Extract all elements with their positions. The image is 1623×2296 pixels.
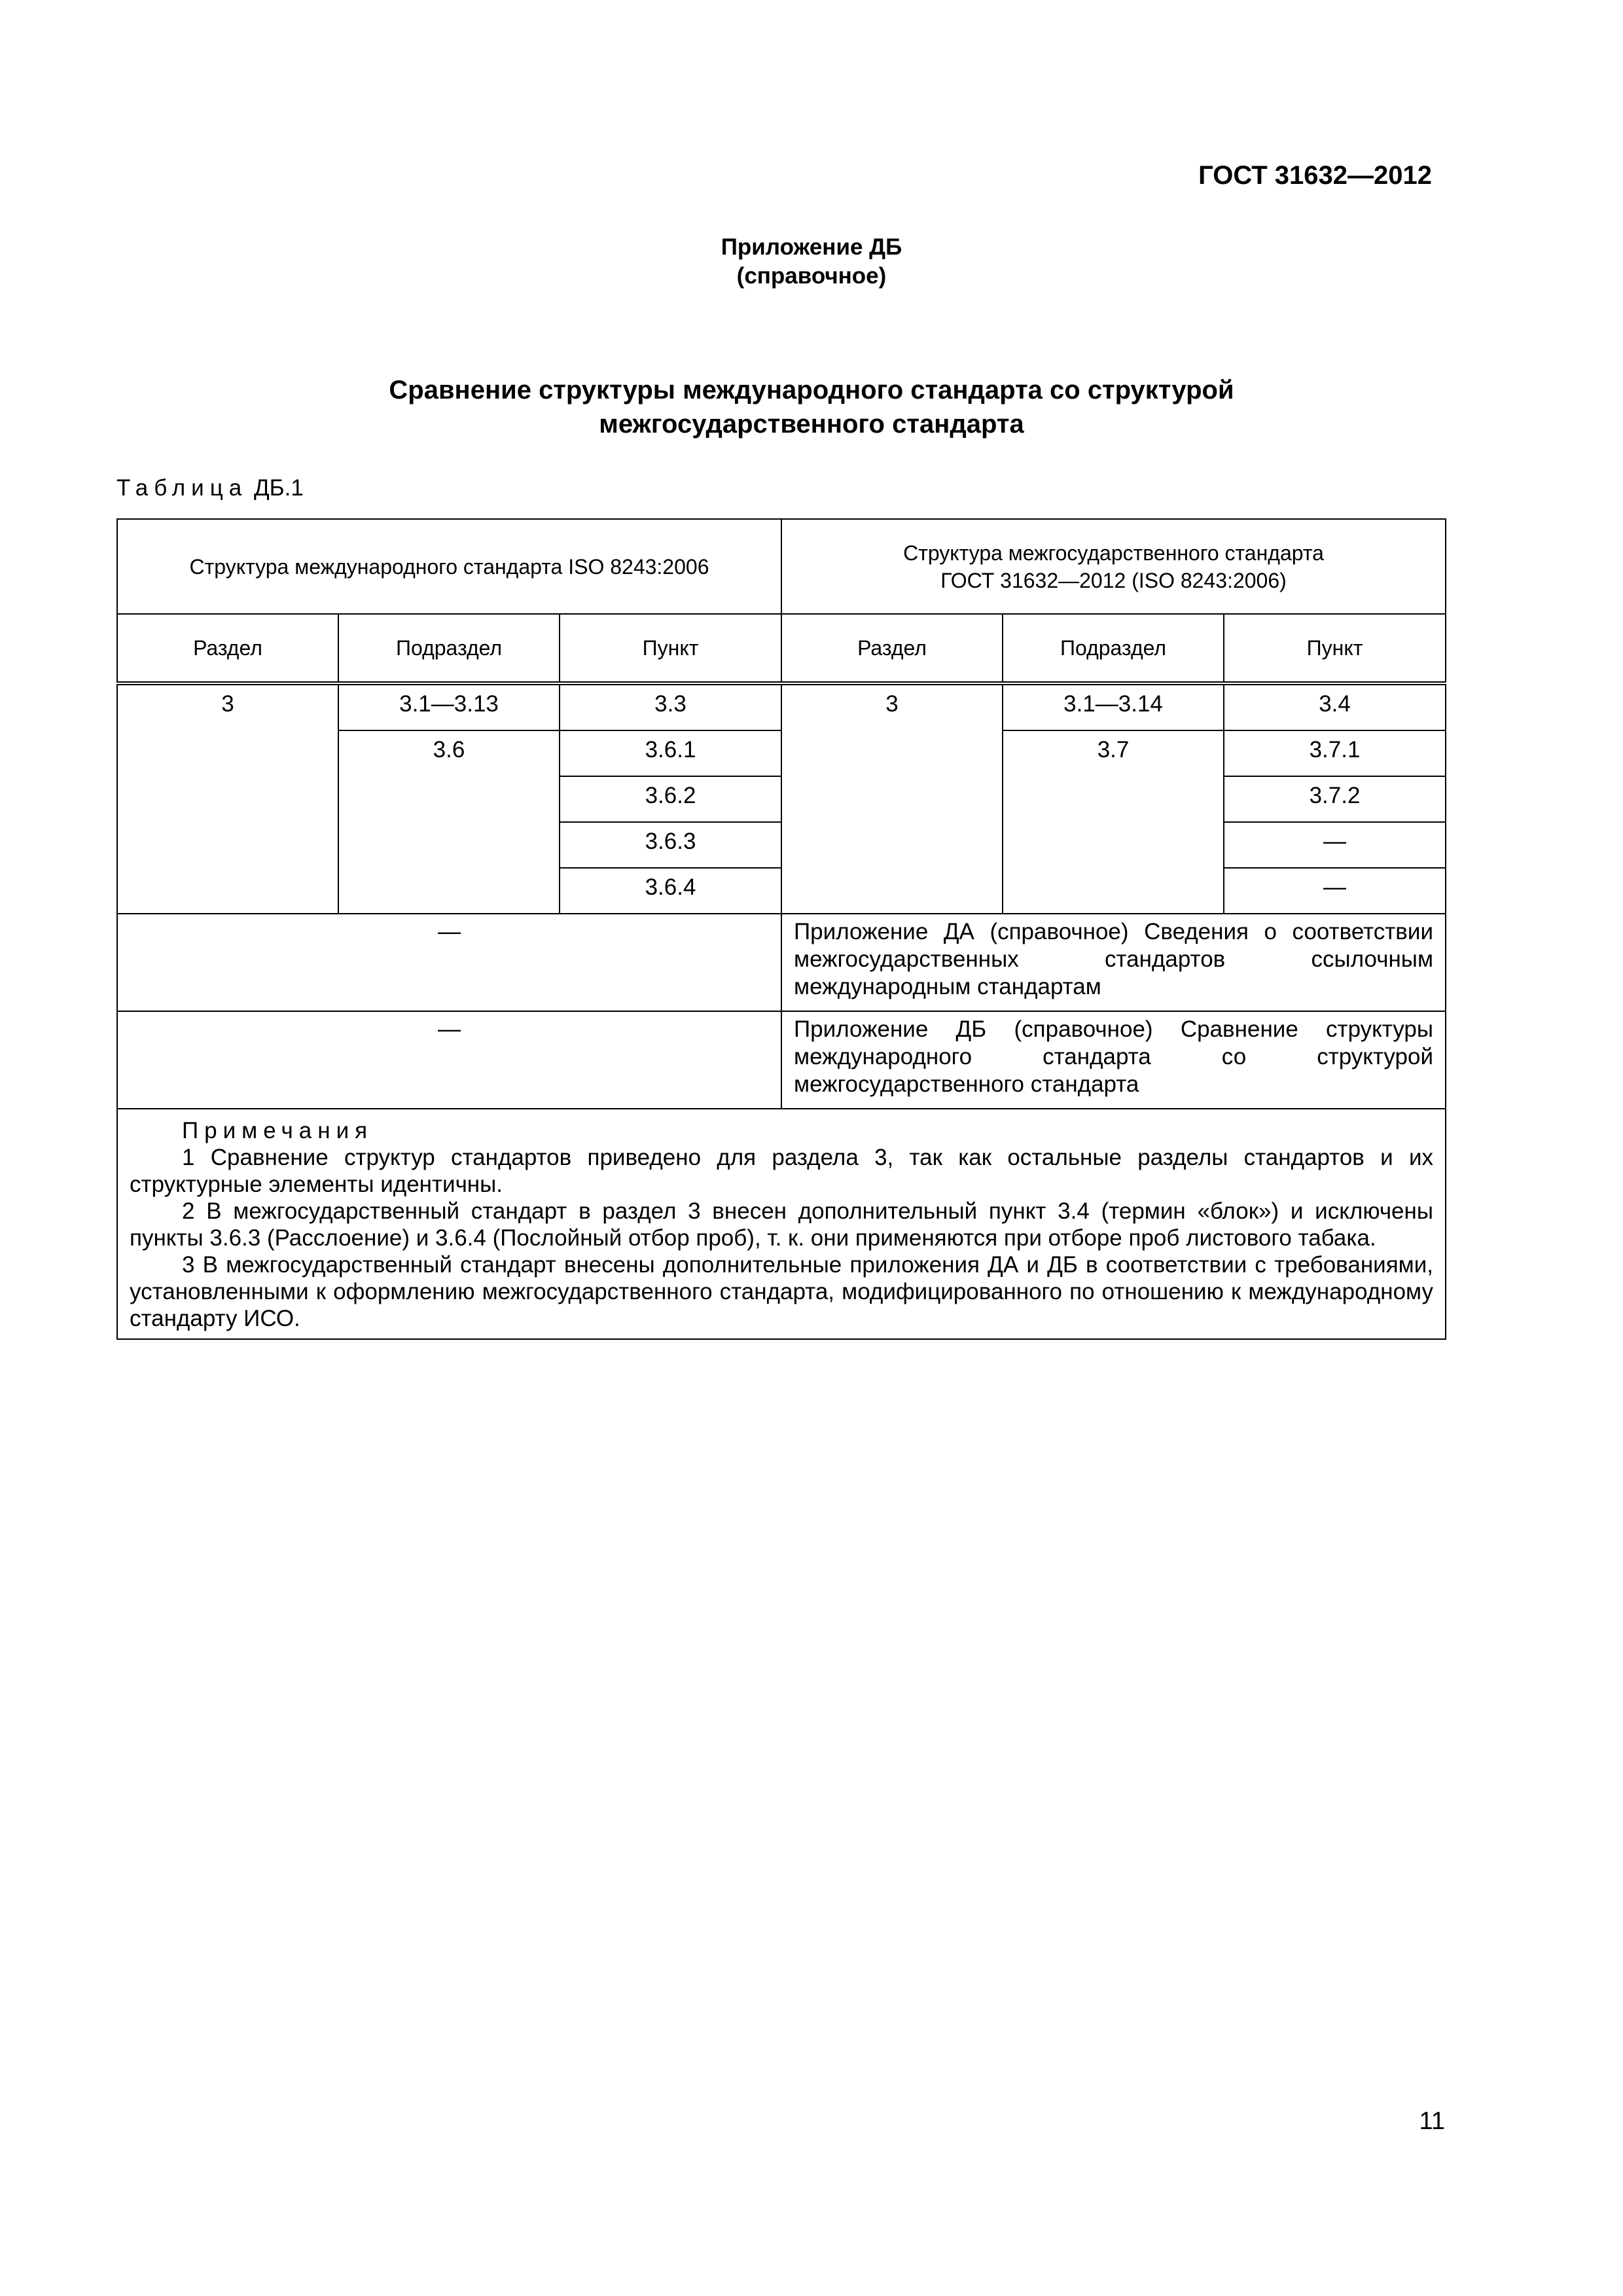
right-section-cell: 3	[781, 683, 1003, 914]
right-subsection-cell: 3.7	[1003, 730, 1224, 914]
table-caption	[116, 474, 304, 503]
note-item: 1 Сравнение структур стандартов приведено для раздела 3, так как остальные разделы стандартов и их структурные элементы идентичны.	[130, 1145, 1434, 1197]
appendix-left-cell: —	[117, 1011, 781, 1109]
left-section-cell: 3	[117, 683, 338, 914]
col-header-section: Раздел	[117, 614, 338, 683]
right-item-cell: —	[1224, 822, 1446, 868]
left-subsection-cell: 3.1—3.13	[338, 683, 560, 730]
left-item-cell: 3.6.2	[560, 776, 781, 822]
appendix-right-cell: Приложение ДА (справочное) Сведения о соответствии межгосударственных стандартов ссылочным международным стандартам	[781, 914, 1446, 1011]
header-international: Структура международного стандарта ISO 8243:2006	[117, 519, 781, 614]
notes-row	[117, 1109, 1446, 1339]
col-header-item: Пункт	[560, 614, 781, 683]
standard-number: ГОСТ 31632—2012	[1198, 161, 1432, 190]
right-subsection-cell: 3.1—3.14	[1003, 683, 1224, 730]
left-item-cell: 3.6.3	[560, 822, 781, 868]
comparison-table	[116, 518, 1446, 1340]
right-item-cell: 3.7.1	[1224, 730, 1446, 776]
annex-kind: (справочное)	[736, 263, 887, 289]
table-row	[117, 683, 1446, 730]
table-caption-number: ДБ.1	[253, 475, 304, 501]
title-line-1: Сравнение структуры международного стандарта со структурой	[389, 376, 1234, 404]
left-item-cell: 3.6.4	[560, 868, 781, 914]
table-header-row	[117, 519, 1446, 614]
left-subsection-cell: 3.6	[338, 730, 560, 914]
left-item-cell: 3.6.1	[560, 730, 781, 776]
col-header-subsection: Подраздел	[1003, 614, 1224, 683]
appendix-right-cell: Приложение ДБ (справочное) Сравнение структуры международного стандарта со структурой межгосударственного стандарта	[781, 1011, 1446, 1109]
annex-name: Приложение ДБ	[721, 234, 902, 260]
appendix-row	[117, 1011, 1446, 1109]
document-title	[0, 373, 1623, 441]
table-caption-word: Таблица	[116, 475, 248, 501]
right-item-cell: 3.4	[1224, 683, 1446, 730]
note-item: 2 В межгосударственный стандарт в раздел 3 внесен дополнительный пункт 3.4 (термин «блок») и исключены пункты 3.6.3 (Расслоение) и 3.6.4 (Послойный отбор проб), т. к. они применяются при отборе проб листового табака.	[130, 1198, 1434, 1251]
right-item-cell: 3.7.2	[1224, 776, 1446, 822]
annex-heading	[0, 233, 1623, 291]
note-item: 3 В межгосударственный стандарт внесены дополнительные приложения ДА и ДБ в соответствии с требованиями, установленными к оформлению межгосударственного стандарта, модифицированного по отношению к международному стандарту ИСО.	[130, 1252, 1434, 1331]
left-item-cell: 3.3	[560, 683, 781, 730]
title-line-2: межгосударственного стандарта	[599, 410, 1024, 439]
col-header-section: Раздел	[781, 614, 1003, 683]
header-interstate	[781, 519, 1446, 614]
header-interstate-line-1: Структура межгосударственного стандарта	[903, 541, 1324, 565]
right-item-cell: —	[1224, 868, 1446, 914]
col-header-item: Пункт	[1224, 614, 1446, 683]
page-number: 11	[1419, 2108, 1445, 2135]
header-interstate-line-2: ГОСТ 31632—2012 (ISO 8243:2006)	[940, 568, 1287, 592]
notes-title: Примечания	[182, 1118, 374, 1143]
appendix-row	[117, 914, 1446, 1011]
notes-cell	[117, 1109, 1446, 1339]
col-header-subsection: Подраздел	[338, 614, 560, 683]
appendix-left-cell: —	[117, 914, 781, 1011]
table-subheader-row	[117, 614, 1446, 683]
